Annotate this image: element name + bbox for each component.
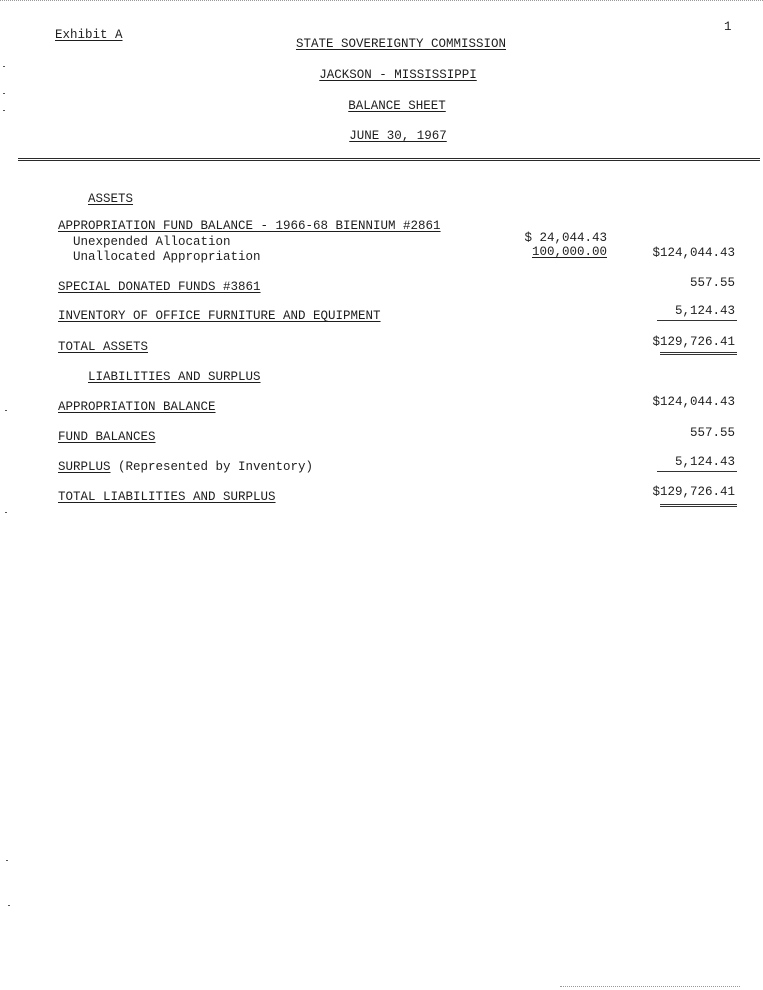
surplus-label: SURPLUS (58, 460, 111, 474)
total-liabilities-label: TOTAL LIABILITIES AND SURPLUS (58, 490, 276, 504)
appropriation-balance-amount: $124,044.43 (652, 395, 735, 409)
inventory-underline (657, 320, 737, 321)
title-location: JACKSON - MISSISSIPPI (319, 68, 477, 82)
surplus-amount: 5,124.43 (674, 455, 735, 469)
total-assets-amount: $129,726.41 (652, 335, 735, 349)
scan-top-edge (0, 0, 763, 1)
title-commission: STATE SOVEREIGNTY COMMISSION (295, 37, 507, 51)
surplus-note: (Represented by Inventory) (118, 460, 314, 474)
special-donated-funds-label: SPECIAL DONATED FUNDS #3861 (58, 280, 261, 294)
fund-balances-amount: 557.55 (689, 426, 735, 440)
total-liabilities-amount: $129,726.41 (652, 485, 735, 499)
unexpended-allocation-amount: $ 24,044.43 (524, 231, 607, 245)
scan-speck (3, 93, 5, 94)
surplus-underline (657, 471, 737, 472)
scan-speck (5, 410, 7, 411)
appropriation-fund-heading: APPROPRIATION FUND BALANCE - 1966-68 BIENNIUM #2861 (58, 219, 441, 233)
scan-speck (3, 66, 5, 67)
exhibit-label: Exhibit A (55, 28, 123, 42)
unexpended-allocation-label: Unexpended Allocation (73, 235, 231, 249)
scan-bottom-edge (560, 986, 740, 987)
unallocated-appropriation-amount: 100,000.00 (531, 245, 607, 259)
surplus-line (58, 460, 313, 474)
total-liabilities-double-underline (660, 504, 737, 507)
total-assets-label: TOTAL ASSETS (58, 340, 149, 354)
liabilities-heading: LIABILITIES AND SURPLUS (88, 370, 261, 384)
fund-balances-label: FUND BALANCES (58, 430, 156, 444)
scan-speck (3, 110, 5, 111)
total-assets-double-underline (660, 352, 737, 355)
scan-speck (8, 905, 10, 906)
assets-heading: ASSETS (88, 192, 134, 206)
unallocated-appropriation-label: Unallocated Appropriation (73, 250, 261, 264)
inventory-label: INVENTORY OF OFFICE FURNITURE AND EQUIPMENT (58, 309, 381, 323)
scan-speck (5, 512, 7, 513)
inventory-amount: 5,124.43 (674, 304, 735, 318)
scan-speck (6, 860, 8, 861)
special-donated-funds-amount: 557.55 (689, 276, 735, 290)
page-number: 1 (724, 20, 732, 34)
appropriation-fund-total: $124,044.43 (652, 246, 735, 260)
title-date: JUNE 30, 1967 (349, 129, 447, 143)
appropriation-balance-label: APPROPRIATION BALANCE (58, 400, 216, 414)
title-document: BALANCE SHEET (348, 99, 446, 113)
header-divider (18, 158, 760, 161)
